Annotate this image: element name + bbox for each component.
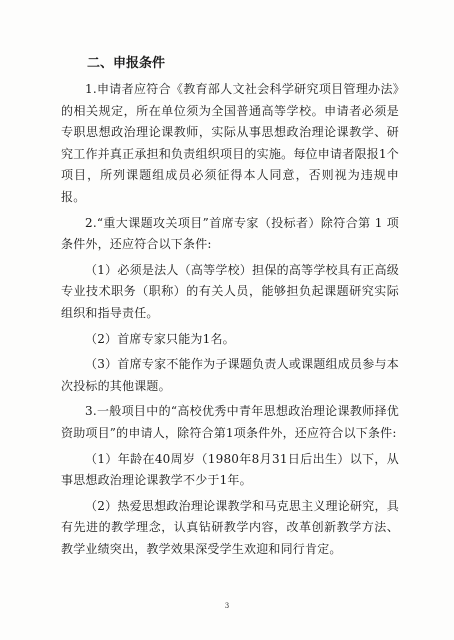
paragraph-2-1: （1）必须是法人（高等学校）担保的高等学校具有正高级专业技术职务（职称）的有关人员，能够担负起课题研究实际组织和指导责任。	[61, 262, 399, 320]
paragraph-2-2: （2）首席专家只能为1名。	[85, 331, 235, 346]
paragraph-1: 1.申请者应符合《教育部人文社会科学研究项目管理办法》的相关规定，所在单位须为全国普通高等学校。申请者必须是专职思想政治理论课教师，实际从事思想政治理论课教学、研究工作并真正承担和负责组织项目的实施。每位申请者限报1个项目，所列课题组成员必须征得本人同意，否则视为违规申报。	[61, 82, 399, 204]
document-body	[61, 53, 399, 564]
paragraph-3-1: （1）年龄在40周岁（1980年8月31日后出生）以下，从事思想政治理论课教学不少于1年。	[61, 451, 399, 488]
paragraph-3-2: （2）热爱思想政治理论课教学和马克思主义理论研究，具有先进的教学理念，认真钻研教学内容，改革创新教学方法、教学业绩突出，教学效果深受学生欢迎和同行肯定。	[61, 498, 399, 556]
paragraph-2: 2.“重大课题攻关项目”首席专家（投标者）除符合第 1 项条件外，还应符合以下条件:	[61, 215, 399, 252]
paragraph-2-3: （3）首席专家不能作为子课题负责人或课题组成员参与本次投标的其他课题。	[61, 357, 399, 393]
page-number: 3	[224, 602, 230, 610]
paragraph-3: 3.一般项目中的“高校优秀中青年思想政治理论课教师择优资助项目”的申请人，除符合第1项条件外，还应符合以下条件:	[61, 404, 399, 440]
section-heading: 二、申报条件	[87, 56, 166, 71]
